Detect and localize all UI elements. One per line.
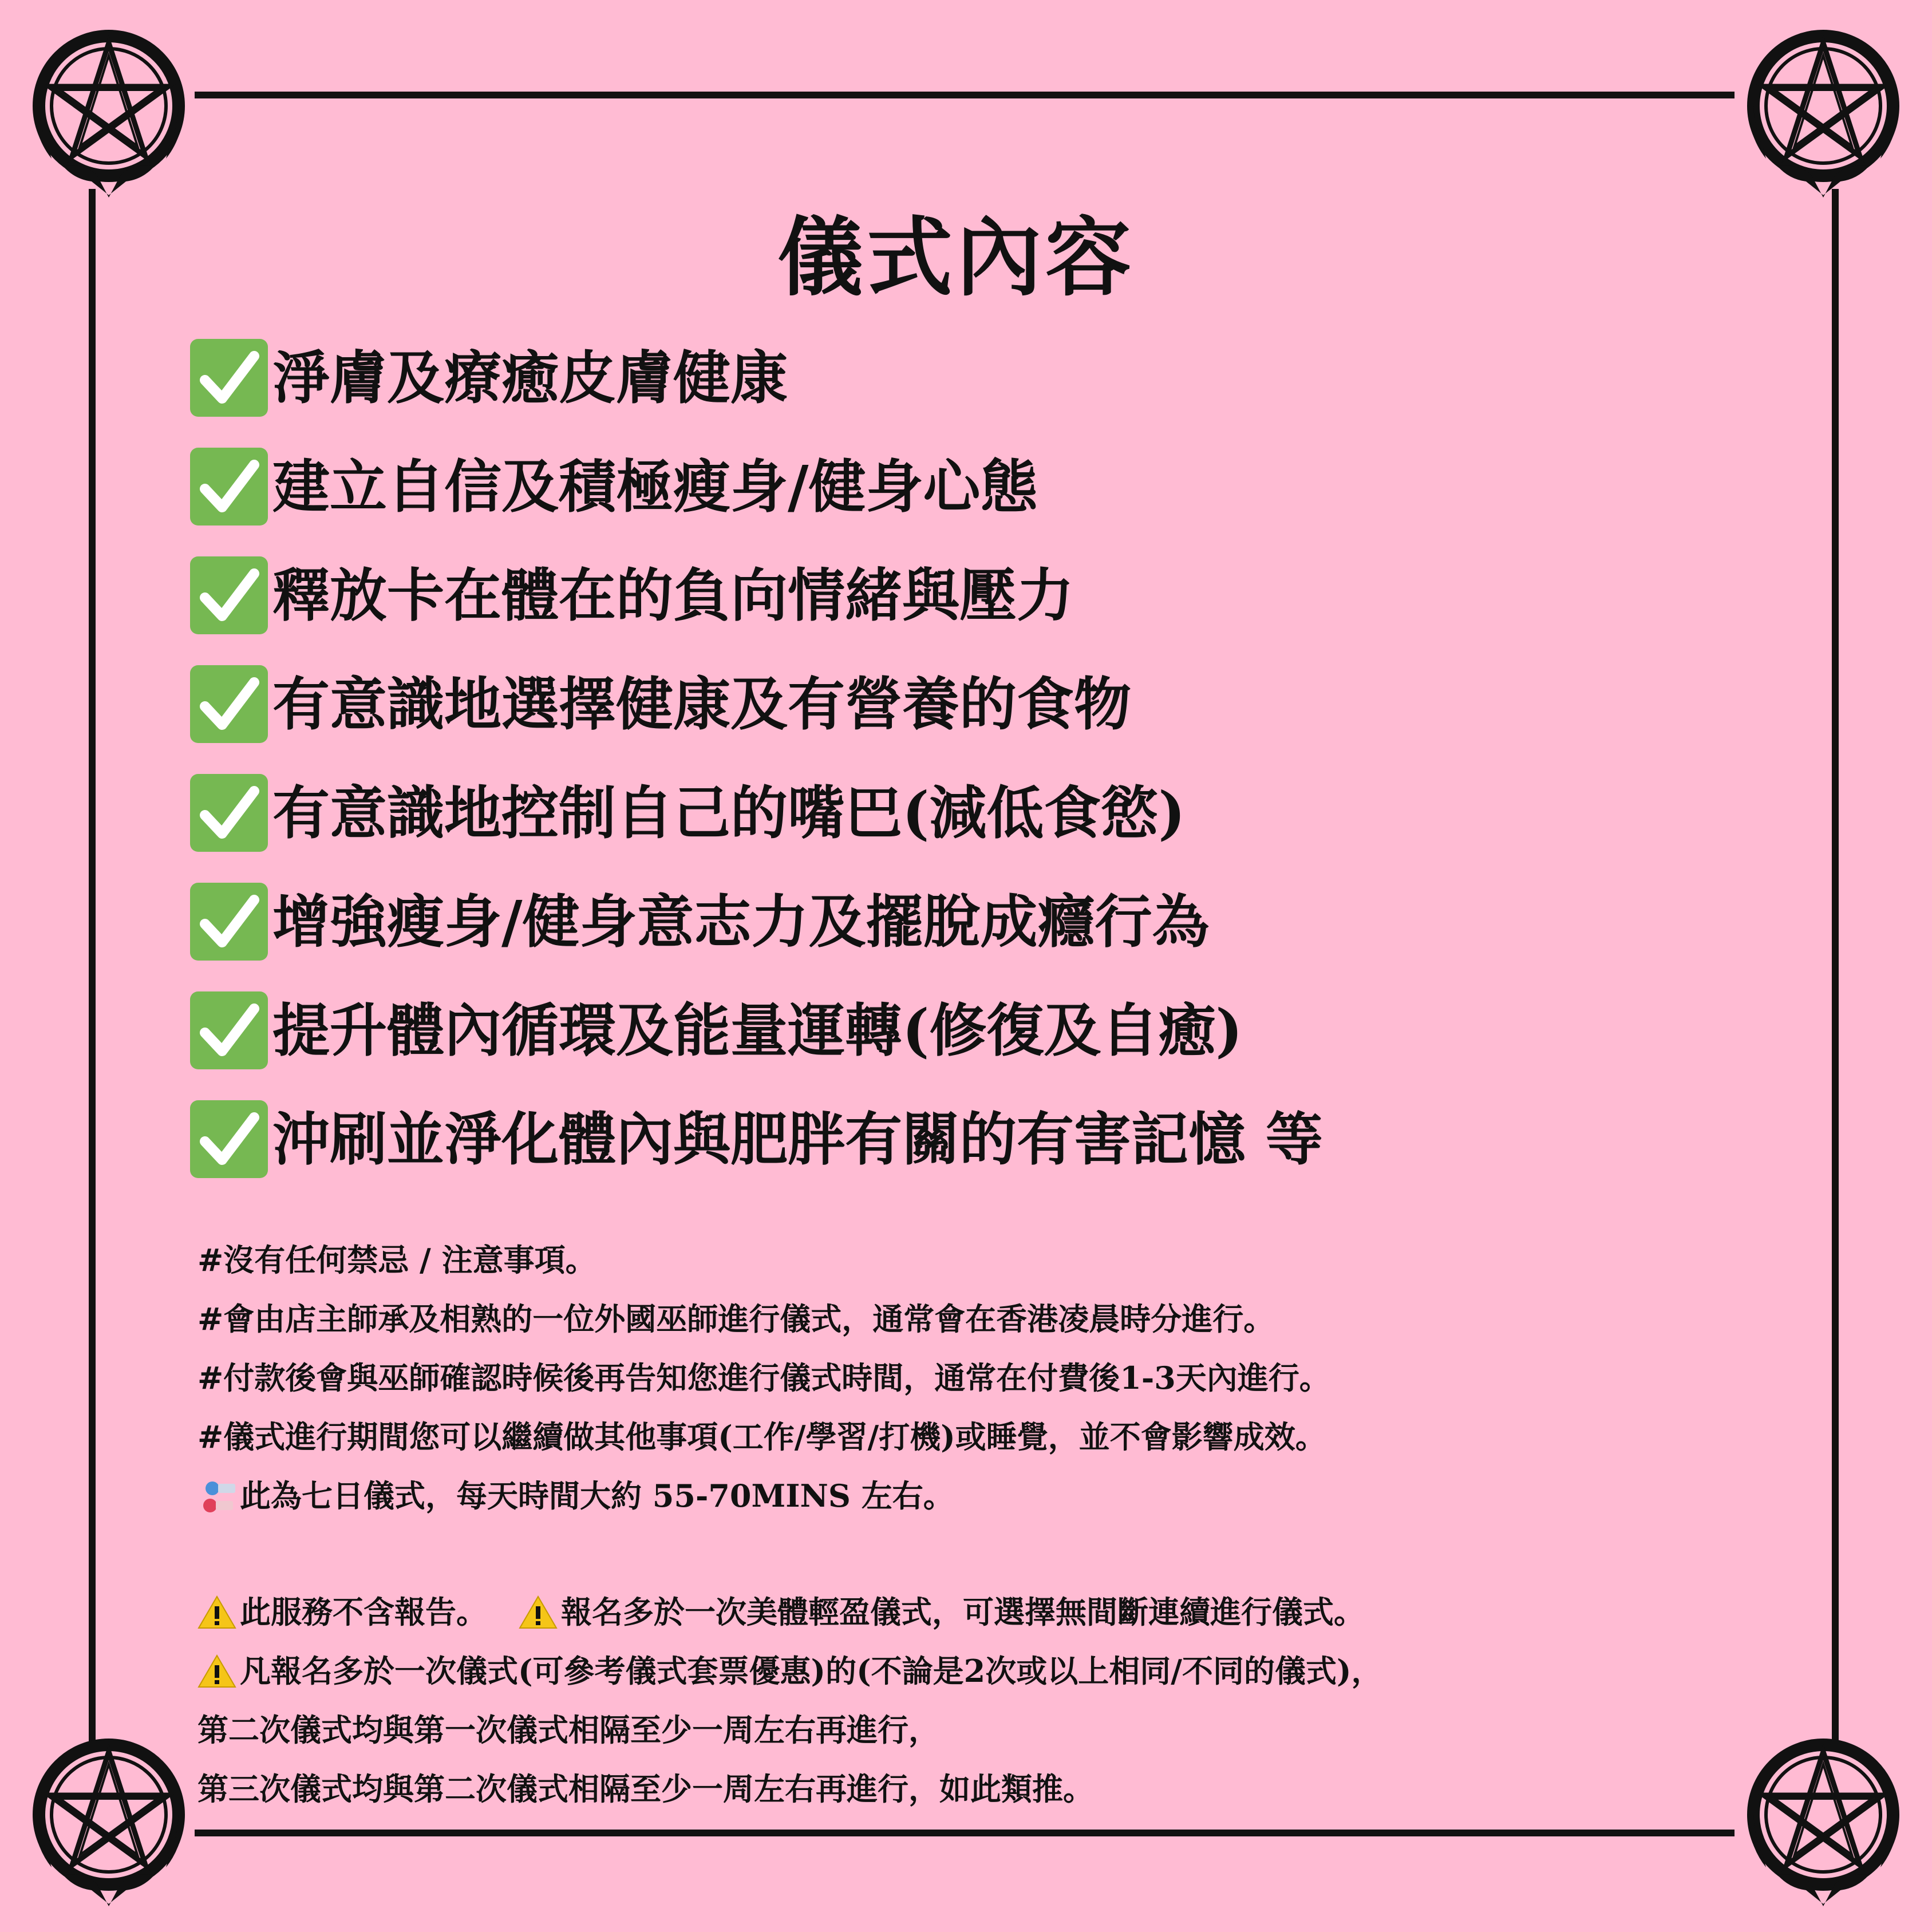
benefit-text: 沖刷並淨化體內與肥胖有關的有害記憶 等 [272,1105,1323,1173]
pentagram-icon [1743,1735,1903,1906]
warning-line: 第三次儀式均與第二次儀式相隔至少一周左右再進行，如此類推。 [197,1771,1094,1807]
pentagram-icon [1743,26,1903,197]
list-item [190,976,1323,1085]
note-line: #會由店主師承及相熟的一位外國巫師進行儀式，通常會在香港凌晨時分進行。 [197,1301,1275,1337]
list-item [190,432,1323,541]
list-item [190,867,1323,976]
warning-icon [197,1654,236,1689]
check-mark-icon [190,1100,268,1178]
warning-line: 第二次儀式均與第一次儀式相隔至少一周左右再進行， [197,1712,939,1748]
pentagram-icon [29,1735,189,1906]
warning-line [197,1583,1600,1642]
list-item [190,650,1323,758]
spacer [197,1526,1600,1583]
note-line: #儀式進行期間您可以繼續做其他事項(工作/學習/打機)或睡覺，並不會影響成效。 [197,1419,1326,1455]
notes-section [197,1231,1600,1819]
benefit-text: 有意識地選擇健康及有營養的食物 [272,670,1131,738]
list-item [190,541,1323,650]
benefit-text: 提升體內循環及能量運轉(修復及自癒) [272,997,1243,1064]
pushpin-icon [197,1476,239,1517]
warning-text: 報名多於一次美體輕盈儀式，可選擇無間斷連續進行儀式。 [561,1594,1365,1630]
benefit-list [190,323,1323,1194]
benefit-text: 有意識地控制自己的嘴巴(減低食慾) [272,779,1186,847]
warning-icon [519,1595,558,1630]
frame-left-line [89,189,96,1746]
check-mark-icon [190,774,268,852]
note-line: #付款後會與巫師確認時候後再告知您進行儀式時間，通常在付費後1-3天內進行。 [197,1360,1330,1396]
benefit-text: 淨膚及療癒皮膚健康 [272,344,788,412]
warning-icon [197,1595,236,1630]
benefit-text: 釋放卡在體在的負向情緒與壓力 [272,562,1074,629]
warning-text: 此服務不含報告。 [240,1594,487,1630]
frame-bottom-line [195,1830,1735,1836]
frame-right-line [1832,189,1839,1746]
warning-text: 凡報名多於一次儀式(可參考儀式套票優惠)的(不論是2次或以上相同/不同的儀式)， [240,1653,1382,1689]
list-item [190,758,1323,867]
pentagram-icon [29,26,189,197]
check-mark-icon [190,991,268,1069]
check-mark-icon [190,883,268,961]
list-item [190,1085,1323,1194]
warning-line [197,1642,1600,1701]
check-mark-icon [190,339,268,417]
check-mark-icon [190,448,268,526]
page-title: 儀式內容 [777,207,1135,308]
note-line: #沒有任何禁忌 / 注意事項。 [197,1242,596,1278]
frame-top-line [195,92,1735,98]
note-line [197,1467,1600,1526]
check-mark-icon [190,665,268,743]
list-item [190,323,1323,432]
benefit-text: 建立自信及積極瘦身/健身心態 [272,453,1038,520]
check-mark-icon [190,556,268,634]
note-text: 此為七日儀式，每天時間大約 55-70MINS 左右。 [240,1477,954,1514]
benefit-text: 增強瘦身/健身意志力及擺脫成癮行為 [272,888,1210,955]
